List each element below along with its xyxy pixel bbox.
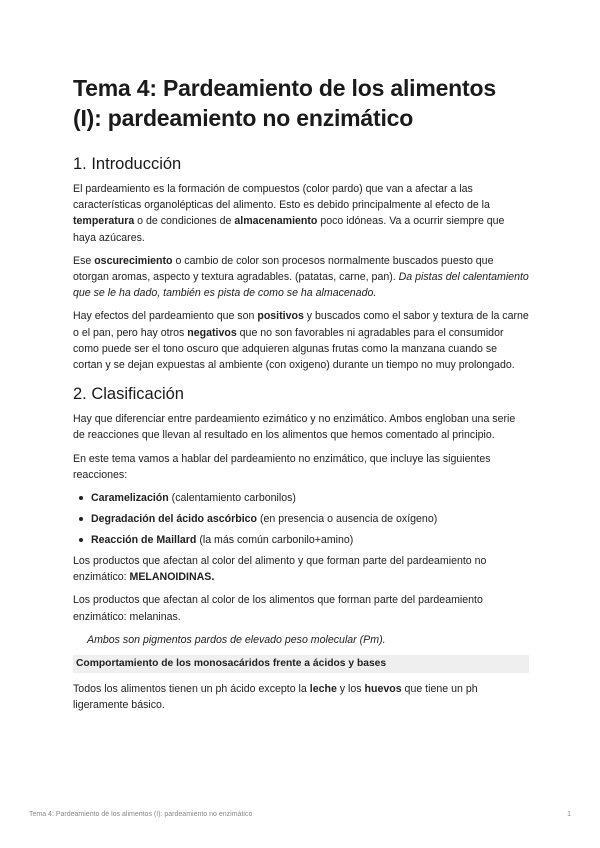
bullet-icon [79,517,83,521]
bold-text: almacenamiento [234,215,318,228]
quote: Ambos son pigmentos pardos de elevado peso molecular (Pm). [87,633,386,646]
bold-text: huevos [364,683,402,696]
paragraph: En este tema vamos a hablar del pardeamiento no enzimático, que incluye las siguientes reacciones: [73,452,491,481]
section-heading-clasificacion: 2. Clasificación [73,385,184,404]
text: (la más común carbonilo+amino) [196,534,354,547]
bold-text: temperatura [73,215,135,228]
text: que no son favorables ni agradables para el consumidor como puede ser el tono oscuro que adquieren algunas frutas como la manzana cuando se cortan y se dejan expuestas al ambiente (con oxigeno) durante un tiempo no muy prolongado. [73,326,515,372]
bullet-icon [79,496,83,500]
text: Todos los alimentos tienen un ph ácido excepto la [73,683,310,696]
paragraph: Los productos que afectan al color de los alimentos que forman parte del pardeamiento enzimático: melaninas. [73,594,483,623]
text: Ese [73,254,95,267]
callout-heading: Comportamiento de los monosacáridos frente a ácidos y bases [73,655,529,673]
italic-text: Da pistas del calentamiento que se le ha dado, también es pista de como se ha almacenado. [73,271,529,300]
paragraph [73,553,529,585]
bold-text: Degradación del ácido ascórbico [91,513,258,526]
text: y buscados como el sabor y textura de la carne o el pan, pero hay otros [73,310,529,339]
text: Los productos que afectan al color del alimento y que forman parte del pardeamiento no enzimático: [73,555,487,584]
text: (en presencia o ausencia de oxígeno) [257,513,438,526]
list-item [91,532,529,548]
text: o de condiciones de [134,215,235,228]
section-heading-introduccion: 1. Introducción [73,155,182,173]
page-footer [29,811,571,818]
bold-text: negativos [187,326,237,339]
text: El pardeamiento es la formación de compuestos (color pardo) que van a afectar a las características organolépticas del alimento. Esto es debido principalmente al efecto de la [73,183,490,212]
paragraph [73,308,529,373]
list-item [91,490,529,506]
text: poco idóneas. Va a ocurrir siempre que haya azúcares. [73,215,505,244]
text: (calentamiento carbonilos) [168,492,296,505]
bold-text: Reacción de Maillard [91,534,197,547]
text: o cambio de color son procesos normalmente buscados puesto que otorgan aromas, aspecto y textura agradables. (patatas, carne, pan). [73,254,494,284]
text: que tiene un ph ligeramente básico. [73,683,478,712]
paragraph: Hay que diferenciar entre pardeamiento ezimático y no enzimático. Ambos engloban una serie de reacciones que llevan al resultado en los alimentos que hemos comentado al principio. [73,413,516,442]
text: Hay efectos del pardeamiento que son [73,310,258,323]
paragraph [73,253,529,302]
bullet-icon [79,538,83,542]
paragraph [73,681,529,713]
bold-text: Caramelización [91,492,169,505]
bold-text: MELANOIDINAS. [129,571,215,584]
list-item [91,511,529,527]
bold-text: positivos [257,310,304,323]
page-title: Tema 4: Pardeamiento de los alimentos (I): pardeamiento no enzimático [73,75,496,131]
text: y los [336,683,365,696]
page-number: 1 [567,811,571,818]
paragraph [73,181,529,246]
reactions-list [73,490,529,548]
document-page [73,73,529,720]
footer-text: Tema 4: Pardeamiento de los alimentos (I): pardeamiento no enzimático [29,811,253,818]
bold-text: leche [309,683,337,696]
bold-text: oscurecimiento [94,254,173,267]
